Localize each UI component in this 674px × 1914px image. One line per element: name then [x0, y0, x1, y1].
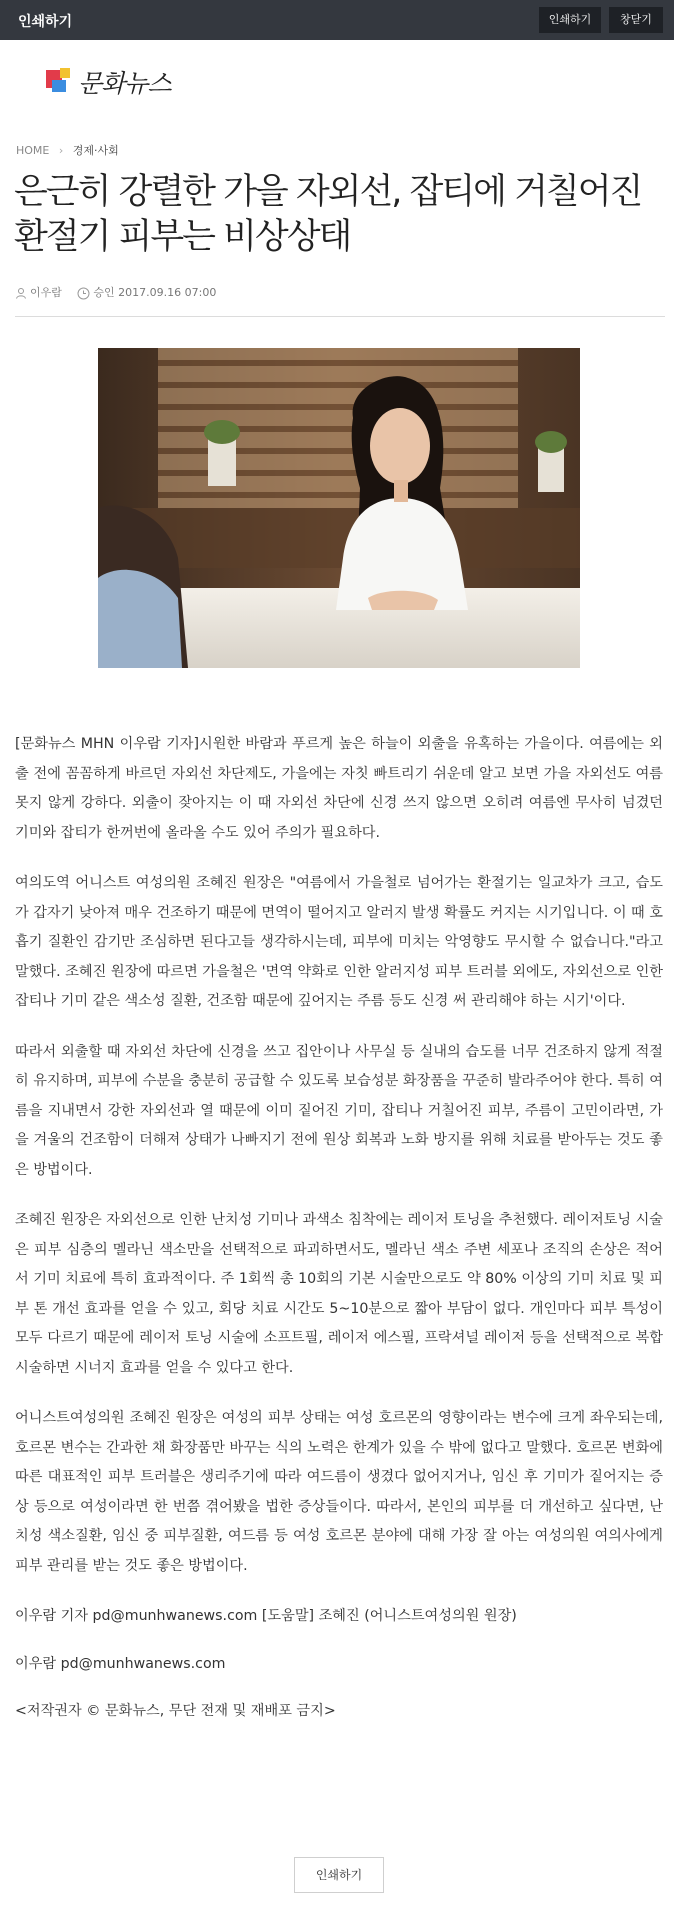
- logo-text: 문화뉴스: [78, 69, 171, 98]
- article-paragraph: 따라서 외출할 때 자외선 차단에 신경을 쓰고 집안이나 사무실 등 실내의 습도를 너무 건조하지 않게 적절히 유지하며, 피부에 수분을 충분히 공급할 수 있도록 보습성분 화장품을 꾸준히 발라주어야 한다. 특히 여름을 지내면서 강한 자외선과 열 때문에 이미 짙어진 기미, 잡티나 거칠어진 피부, 주름이 고민이라면, 가을 겨울의 건조함이 더해져 상태가 나빠지기 전에 원상 회복과 노화 방지를 위해 치료를 받아두는 것도 좋은 방법이다.: [15, 1043, 663, 1178]
- person-icon: [15, 287, 27, 299]
- article-photo: [98, 348, 580, 668]
- author-name: 이우람: [30, 286, 62, 299]
- copyright-notice: <저작권자 © 문화뉴스, 무단 전재 및 재배포 금지>: [15, 1703, 336, 1719]
- article-paragraph: 어니스트여성의원 조혜진 원장은 여성의 피부 상태는 여성 호르몬의 영향이라는 변수에 크게 좌우되는데, 호르몬 변수는 간과한 채 화장품만 바꾸는 식의 노력은 한계가 있을 수 밖에 없다고 말했다. 호르몬 변화에 따른 대표적인 피부 트러블은 생리주기에 따라 여드름이 생겼다 없어지거나, 임신 후 기미가 짙어지는 증상 등으로 여성이라면 한 번쯤 겪어봤을 법한 증상들이다. 따라서, 본인의 피부를 더 개선하고 싶다면, 난치성 색소질환, 임신 중 피부질환, 여드름 등 여성 호르몬 분야에 대해 가장 잘 아는 여성의원 여의사에게 피부 관리를 받는 것도 좋은 방법이다.: [15, 1410, 663, 1574]
- reporter-line: 이우람 기자 pd@munhwanews.com [도움말] 조혜진 (어니스트여성의원 원장): [15, 1608, 517, 1624]
- site-logo: [46, 62, 176, 100]
- author-info: [15, 284, 62, 300]
- divider: [15, 316, 665, 317]
- article-title: 은근히 강렬한 가을 자외선, 잡티에 거칠어진 환절기 피부는 비상상태: [14, 172, 642, 257]
- breadcrumb: [16, 142, 119, 158]
- reporter-email: 이우람 pd@munhwanews.com: [15, 1655, 226, 1672]
- article-body: [15, 730, 663, 1745]
- top-bar: [0, 0, 674, 40]
- article-paragraph: 조혜진 원장은 자외선으로 인한 난치성 기미나 과색소 침착에는 레이저 토닝을 추천했다. 레이저토닝 시술은 피부 심층의 멜라닌 색소만을 선택적으로 파괴하면서도, 멜라닌 색소 주변 세포나 조직의 손상은 적어서 기미 치료에 특히 효과적이다. 주 1회씩 총 10회의 기본 시술만으로도 약 80% 이상의 기미 치료 및 피부 톤 개선 효과를 얻을 수 있고, 회당 치료 시간도 5~10분으로 짧아 부담이 없다. 개인마다 피부 특성이 모두 다르기 때문에 레이저 토닝 시술에 소프트필, 레이저 에스필, 프락셔널 레이저 등을 선택적으로 복합 시술하면 시너지 효과를 얻을 수 있다고 한다.: [15, 1212, 663, 1376]
- print-button-bottom[interactable]: 인쇄하기: [294, 1857, 384, 1893]
- clock-icon: [77, 287, 90, 300]
- print-page-title: 인쇄하기: [18, 14, 73, 30]
- article-paragraph: 여의도역 어니스트 여성의원 조혜진 원장은 "여름에서 가을철로 넘어가는 환절기는 일교차가 크고, 습도가 갑자기 낮아져 매우 건조하기 때문에 면역이 떨어지고 알러지 발생 확률도 커지는 시기입니다. 이 때 호흡기 질환인 감기만 조심하면 된다고들 생각하시는데, 피부에 미치는 악영향도 무시할 수 없습니다."라고 말했다. 조혜진 원장에 따르면 가을철은 '면역 약화로 인한 알러지성 피부 트러블 외에도, 자외선으로 인한 잡티나 기미 같은 색소성 질환, 건조함 때문에 깊어지는 주름 등도 신경 써 관리해야 하는 시기'이다.: [15, 875, 663, 1009]
- logo-mark-icon: [46, 68, 72, 96]
- breadcrumb-section[interactable]: 경제·사회: [72, 144, 119, 157]
- publish-info: [77, 284, 216, 300]
- print-button[interactable]: 인쇄하기: [539, 7, 601, 33]
- article-paragraph: [문화뉴스 MHN 이우람 기자]시원한 바람과 푸르게 높은 하늘이 외출을 유혹하는 가을이다. 여름에는 외출 전에 꼼꼼하게 바르던 자외선 차단제도, 가을에는 자칫 빠트리기 쉬운데 알고 보면 가을 자외선도 여름 못지 않게 강하다. 외출이 잦아지는 이 때 자외선 차단에 신경 쓰지 않으면 오히려 여름엔 무사히 넘겼던 기미와 잡티가 한꺼번에 올라올 수도 있어 주의가 필요하다.: [15, 736, 663, 841]
- article-meta: [15, 284, 228, 300]
- chevron-right-icon: ›: [58, 144, 64, 157]
- publish-date: 승인 2017.09.16 07:00: [93, 286, 217, 299]
- breadcrumb-home[interactable]: HOME: [16, 144, 50, 157]
- close-window-button[interactable]: 창닫기: [609, 7, 663, 33]
